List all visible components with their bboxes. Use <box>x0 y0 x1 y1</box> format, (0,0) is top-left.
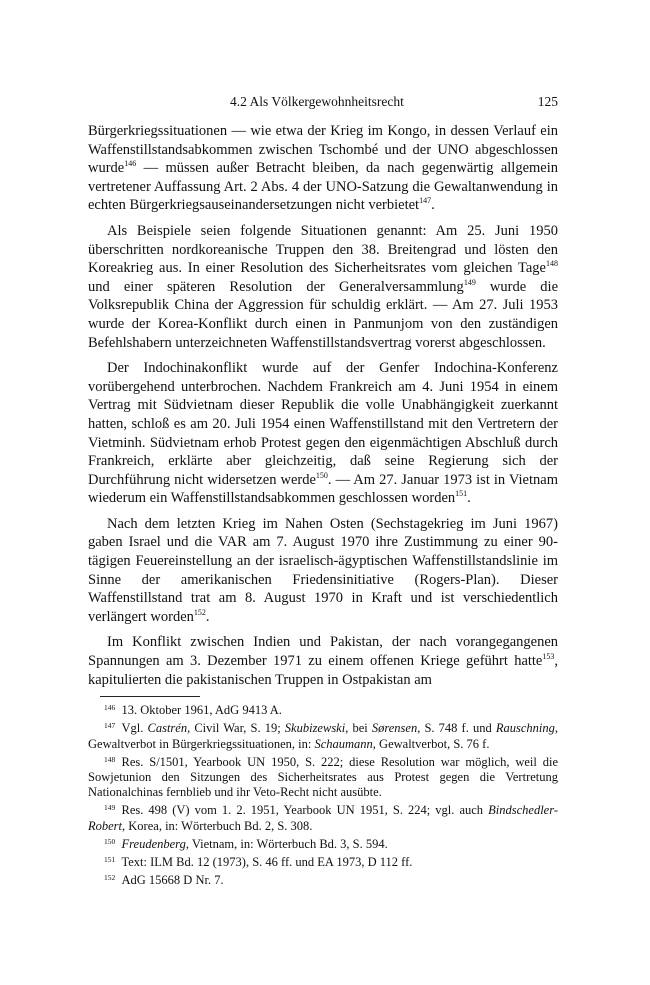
book-page <box>88 92 558 891</box>
text-run: Res. 498 (V) vom 1. 2. 1951, Yearbook UN 1951, S. 224; vgl. auch <box>121 803 489 818</box>
text-run: 13. Oktober 1961, AdG 9413 A. <box>121 703 282 718</box>
author-name: Skubizewski <box>284 721 346 736</box>
footnote <box>88 873 558 888</box>
footnote <box>88 703 558 718</box>
author-name: Castrén <box>147 721 188 736</box>
main-text <box>88 122 558 689</box>
author-name: Sørensen <box>371 721 418 736</box>
text-run: , Vietnam, in: Wörterbuch Bd. 3, S. 594. <box>185 836 388 851</box>
author-name: Freudenberg <box>121 836 186 851</box>
text-run: , bei <box>345 721 372 736</box>
text-run: Bürgerkriegssituationen — wie etwa der Krieg im Kongo, in dessen Verlauf ein Waffenstillstandsabkommen zwischen Tschombé und der UNO abgeschlossen wurde <box>88 123 558 177</box>
text-run: . <box>467 490 471 507</box>
body-paragraph <box>88 515 558 627</box>
running-title: 4.2 Als Völkergewohnheitsrecht <box>230 94 404 109</box>
author-name: Schaumann <box>314 736 373 751</box>
text-run: Der Indochinakonflikt wurde auf der Genfer Indochina-Konferenz vorübergehend unterbrochen. Nachdem Frankreich am 4. Juni 1954 in einem Vertrag mit Südvietnam dieser Republik die volle Unabhängigkeit zuerkannt hatten, schloß es am 20. Juli 1954 einen Waffenstillstand mit den Vertretern der Vietminh. Südvietnam erhob Protest gegen den eigenmächtigen Abschluß durch Frankreich, erklärte aber gleichzeitig, daß seine Regierung sich der Durchführung nicht widersetzen werde <box>88 360 558 488</box>
footnote-ref: 148 <box>546 259 558 269</box>
footnote-ref: 151 <box>455 489 468 499</box>
author-name: Bindschedler-Robert <box>88 803 558 833</box>
text-run: , S. 748 f. und <box>417 721 496 736</box>
footnote-number: 152 <box>104 873 116 883</box>
text-run: und einer späteren Resolution der Generalversammlung <box>88 278 464 295</box>
text-run: , Korea, in: Wörterbuch Bd. 2, S. 308. <box>122 818 313 833</box>
text-run: Im Konflikt zwischen Indien und Pakistan, der nach vorangegangenen Spannungen am 3. Dezember 1971 zu einem offenen Kriege geführt hatte <box>88 634 558 670</box>
body-paragraph <box>88 222 558 352</box>
footnote-ref: 149 <box>463 277 476 287</box>
text-run: Res. S/1501, Yearbook UN 1950, S. 222; diese Resolution war möglich, weil die Sowjetunion den Sitzungen des Sicherheitsrates aus Protest gegen die Vertretung Nationalchinas fernblieb und ihr Veto-Recht nicht ausübte. <box>88 754 558 800</box>
body-paragraph <box>88 122 558 215</box>
text-run: — müssen außer Betracht bleiben, da nach gegenwärtig allgemein vertretener Auffassung Art. 2 Abs. 4 der UNO-Satzung die Gewaltanwendung in echten Bürgerkriegsauseinandersetzungen nicht verbietet <box>88 160 558 214</box>
text-run: Text: ILM Bd. 12 (1973), S. 46 ff. und EA 1973, D 112 ff. <box>121 855 413 870</box>
text-run: , kapitulierten die pakistanischen Truppen in Ostpakistan am <box>88 653 558 688</box>
footnote-ref: 147 <box>419 196 432 206</box>
text-run: , Civil War, S. 19; <box>187 721 285 736</box>
footnote <box>88 721 558 751</box>
footnote-separator <box>100 696 200 697</box>
body-paragraph <box>88 359 558 508</box>
footnote-ref: 153 <box>542 652 555 662</box>
text-run: Als Beispiele seien folgende Situationen genannt: Am 25. Juni 1950 überschritten nordkoreanische Truppen den 38. Breitengrad und lösten den Koreakrieg aus. In einer Resolution des Sicherheitsrates vom gleichen Tage <box>88 222 558 277</box>
footnote <box>88 755 558 801</box>
footnote-ref: 152 <box>193 607 206 617</box>
text-run: , Gewaltverbot, S. 76 f. <box>372 736 490 751</box>
footnote-number: 146 <box>104 703 116 713</box>
text-run: , Gewaltverbot in Bürgerkriegssituationen, in: <box>88 721 558 751</box>
footnote <box>88 803 558 833</box>
footnote-number: 148 <box>104 754 116 764</box>
footnote-number: 151 <box>104 855 116 865</box>
text-run: Nach dem letzten Krieg im Nahen Osten (Sechstagekrieg im Juni 1967) gaben Israel und die VAR am 7. August 1970 ihre Zustimmung zu einer 90-tägigen Feuereinstellung an der israelisch-ägyptischen Waffenstillstandslinie im Sinne der amerikanischen Friedensinitiative (Rogers-Plan). Dieser Waffenstillstand trat am 8. August 1970 in Kraft und ist verschiedentlich verlängert worden <box>88 515 558 625</box>
footnote <box>88 837 558 852</box>
page-number: 125 <box>537 94 558 109</box>
body-paragraph <box>88 633 558 689</box>
footnote-number: 150 <box>104 836 116 846</box>
footnote-ref: 150 <box>315 470 328 480</box>
text-run: wurde die Volksrepublik China der Aggression für schuldig erklärt. — Am 27. Juli 1953 wurde der Korea-Konflikt durch einen in Panmunjom von den zuständigen Befehlshabern unterzeichneten Waffenstillstandsvertrag vorerst abgeschlossen. <box>88 278 559 351</box>
footnote-number: 147 <box>104 721 116 731</box>
footnote <box>88 855 558 870</box>
text-run: . — Am 27. Januar 1973 ist in Vietnam wiederum ein Waffenstillstandsabkommen geschlossen worden <box>88 471 558 507</box>
author-name: Rauschning <box>495 721 555 736</box>
text-run: . <box>431 197 435 214</box>
text-run: AdG 15668 D Nr. 7. <box>121 873 224 888</box>
text-run: Vgl. <box>121 721 148 736</box>
footnote-number: 149 <box>104 803 116 813</box>
footnotes <box>88 703 558 888</box>
text-run: . <box>205 608 210 625</box>
footnote-ref: 146 <box>124 159 137 169</box>
running-header <box>88 92 558 114</box>
